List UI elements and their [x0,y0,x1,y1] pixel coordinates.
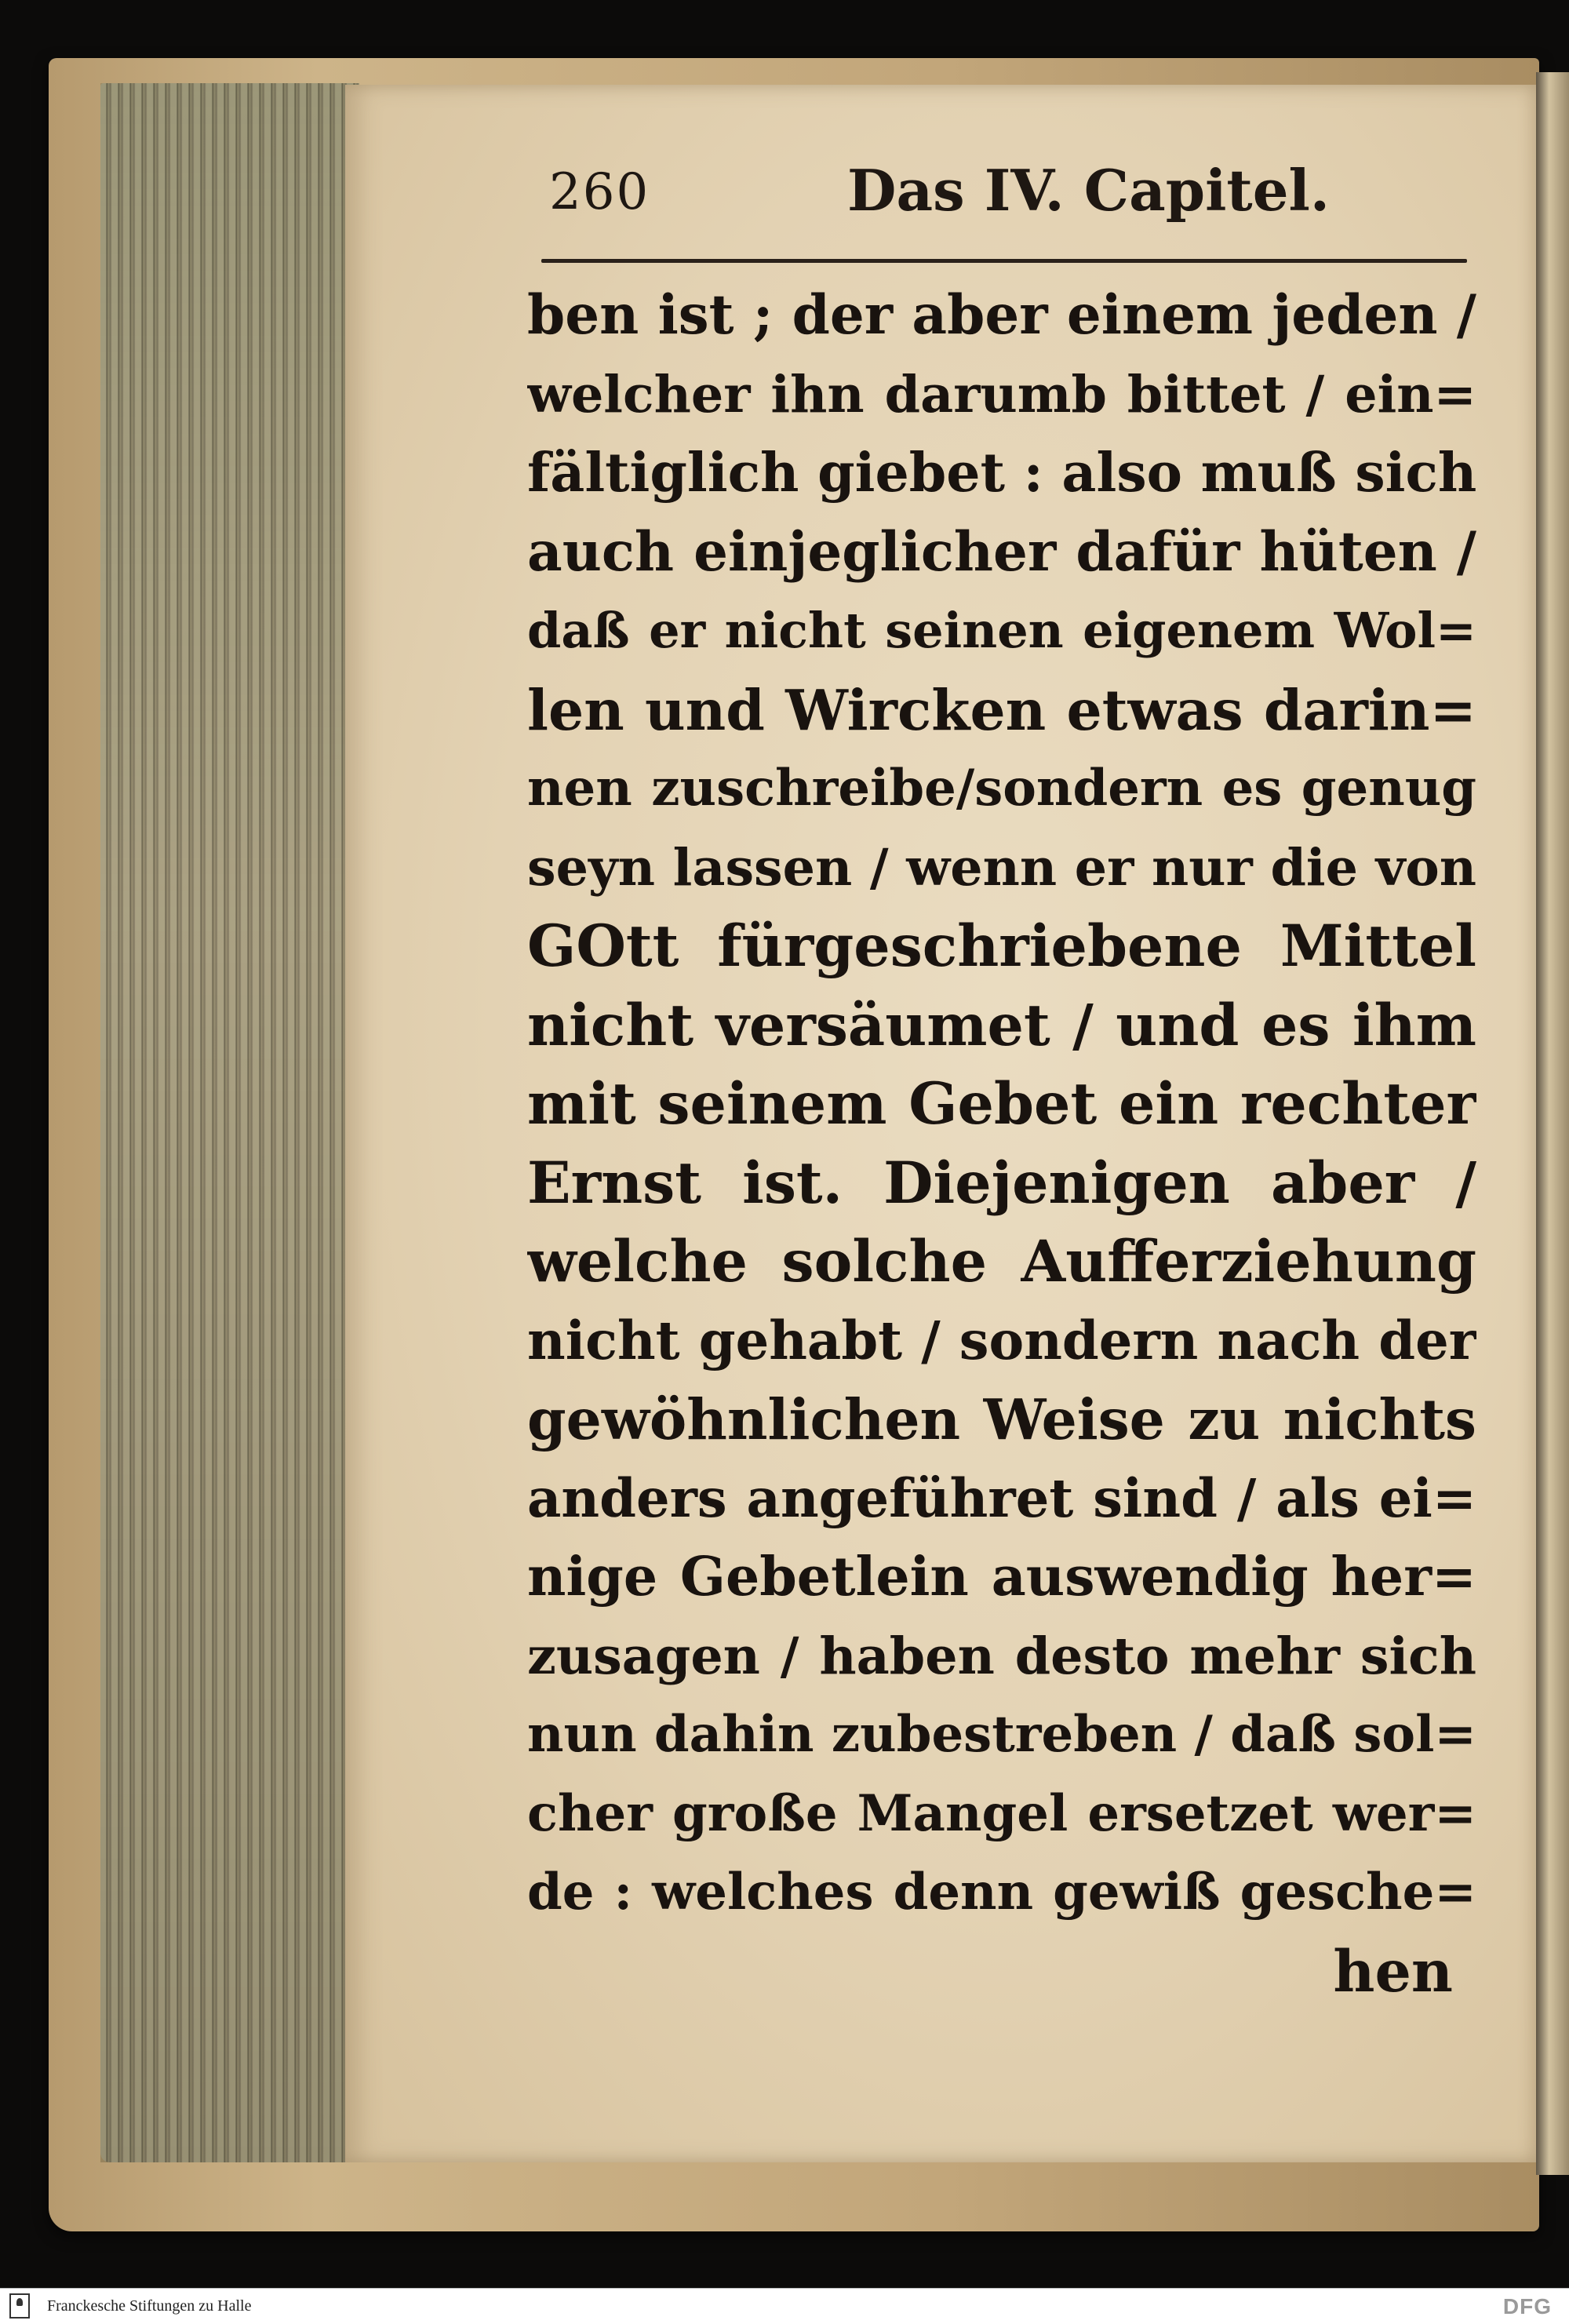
text-line: ben ist ; der aber einem jeden / [527,283,1476,347]
text-line: mit seinem Gebet ein rechter [527,1070,1476,1138]
text-line: gewöhnlichen Weise zu nichts [527,1386,1476,1452]
text-line: fältiglich giebet : also muß sich [527,442,1476,505]
text-line: nen zuschreibe/sondern es genug [527,759,1476,818]
institution-label: Franckesche Stiftungen zu Halle [47,2297,252,2315]
text-line: auch einjeglicher dafür hüten / [527,519,1476,584]
viewer-footer [0,2288,1569,2324]
text-line: nicht gehabt / sondern nach der [527,1309,1476,1371]
text-line: nicht versäumet / und es ihm [527,991,1476,1059]
text-line: welcher ihn darumb bittet / ein= [527,364,1476,424]
running-head: Das IV. Capitel. [847,157,1330,224]
text-line: anders angeführet sind / als ei= [527,1466,1476,1529]
text-line: welche solche Aufferziehung [527,1228,1476,1295]
text-line: zusagen / haben desto mehr sich [527,1626,1476,1686]
text-line: nige Gebetlein auswendig her= [527,1546,1476,1608]
text-line: Ernst ist. Diejenigen aber / [527,1149,1476,1217]
text-line: de : welches denn gewiß gesche= [527,1863,1476,1921]
catchword: hen [1333,1937,1453,2005]
facing-page-edge [1536,72,1569,2175]
text-line: len und Wircken etwas darin= [527,676,1476,743]
text-line: daß er nicht seinen eigenem Wol= [527,602,1476,659]
text-line: cher große Mangel ersetzet wer= [527,1783,1476,1843]
page-edges [100,83,359,2162]
body-text [527,276,1476,2011]
header-rule [541,259,1467,263]
page-number: 260 [549,163,650,221]
text-line: GOtt fürgeschriebene Mittel [527,912,1476,980]
foundation-logo-icon [9,2293,30,2319]
text-line: nun dahin zubestreben / daß sol= [527,1705,1476,1764]
dfg-logo: DFG [1502,2294,1552,2319]
text-line: seyn lassen / wenn er nur die von [527,837,1476,898]
